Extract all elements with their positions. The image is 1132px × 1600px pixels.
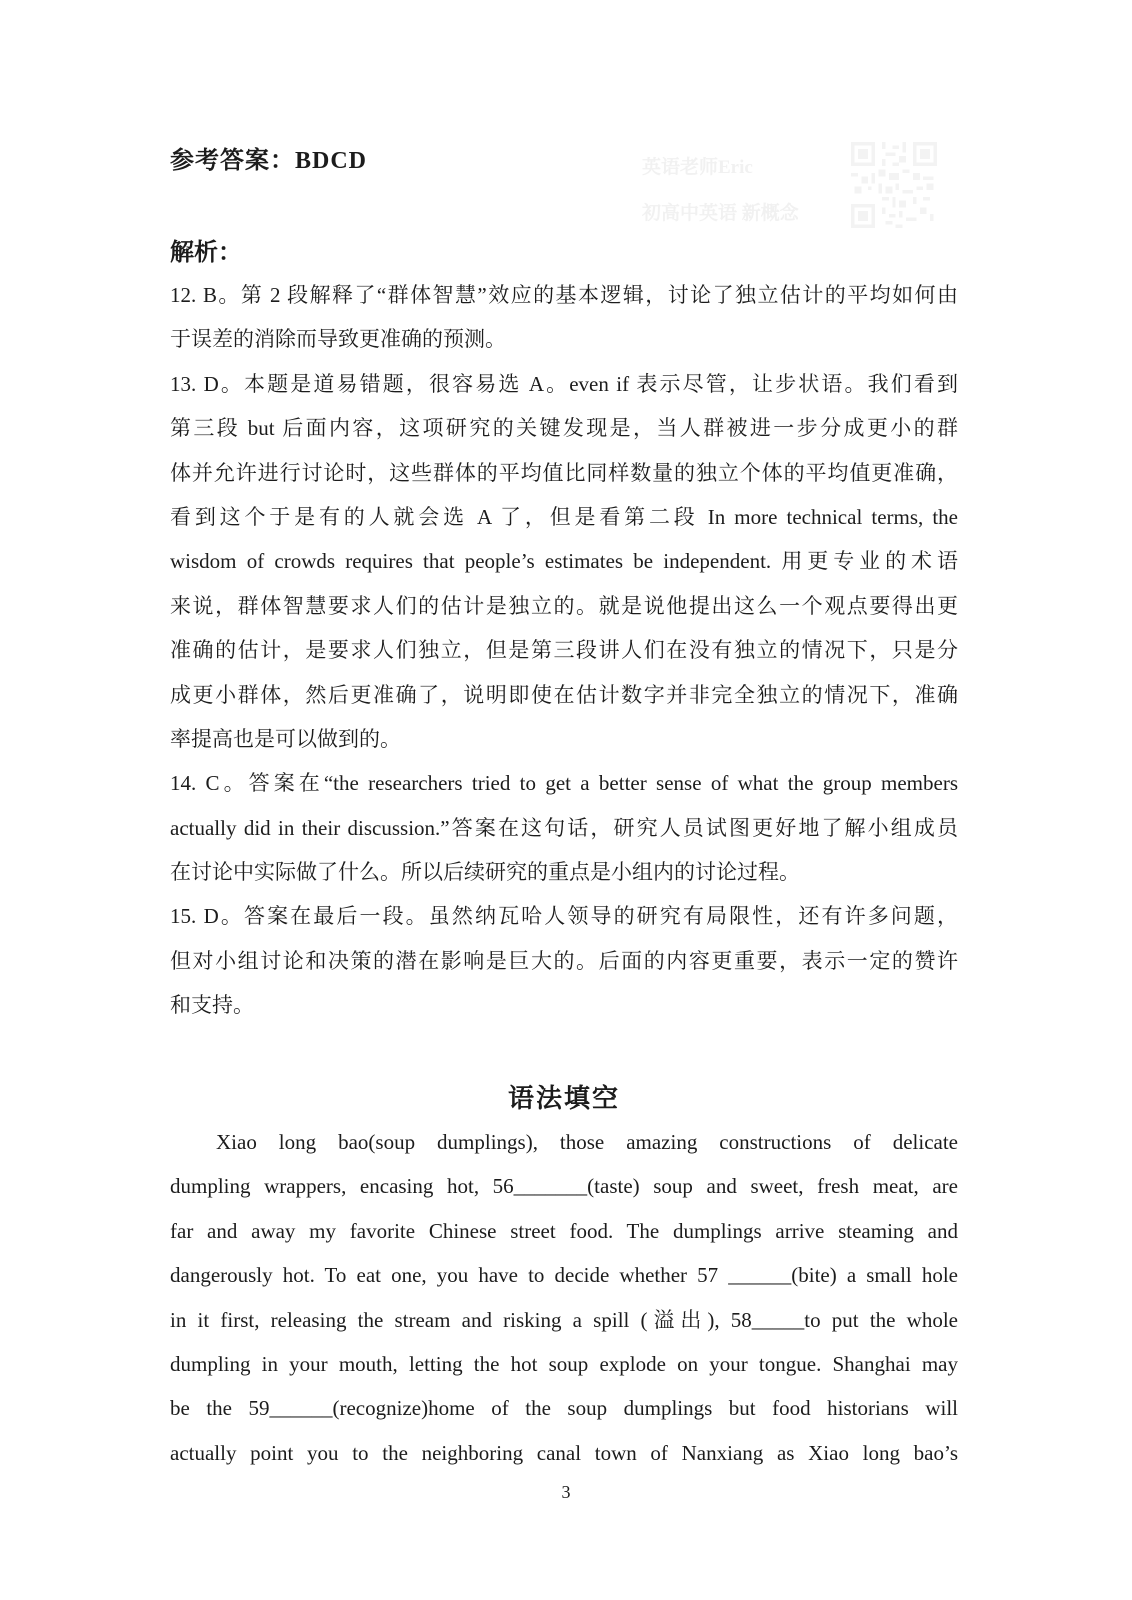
analysis-line: 于误差的消除而导致更准确的预测。: [170, 327, 506, 352]
analysis-line: 在讨论中实际做了什么。所以后续研究的重点是小组内的讨论过程。: [170, 860, 800, 885]
passage-line: Xiao long bao(soup dumplings), those amazing constructions of delicate: [216, 1130, 958, 1154]
analysis-line: 和支持。: [170, 993, 254, 1018]
passage-line: actually point you to the neighboring canal town of Nanxiang as Xiao long bao’s: [170, 1440, 958, 1465]
analysis-section: [170, 273, 958, 1028]
analysis-line: 13. D。本题是道易错题，很容易选 A。even if 表示尽管，让步状语。我们看到: [170, 371, 958, 396]
analysis-line: 15. D。答案在最后一段。虽然纳瓦哈人领导的研究有局限性，还有许多问题，: [170, 904, 958, 929]
passage-line: dumpling in your mouth, letting the hot soup explode on your tongue. Shanghai may: [170, 1351, 958, 1376]
analysis-line: 准确的估计，是要求人们独立，但是第三段讲人们在没有独立的情况下，只是分: [170, 638, 958, 663]
analysis-line: 第三段 but 后面内容，这项研究的关键发现是，当人群被进一步分成更小的群: [170, 416, 958, 441]
passage-line: be the 59______(recognize)home of the soup dumplings but food historians will: [170, 1396, 958, 1421]
page-number: 3: [561, 1482, 571, 1502]
passage-line: in it first, releasing the stream and risking a spill (溢出), 58_____to put the whole: [170, 1307, 958, 1332]
passage-line: dangerously hot. To eat one, you have to decide whether 57 ______(bite) a small hole: [170, 1263, 958, 1288]
analysis-line: 看到这个于是有的人就会选 A 了，但是看第二段 In more technical terms, the: [170, 504, 958, 529]
analysis-line: wisdom of crowds requires that people’s estimates be independent. 用更专业的术语: [170, 549, 958, 574]
analysis-line: 来说，群体智慧要求人们的估计是独立的。就是说他提出这么一个观点要得出更: [170, 593, 958, 618]
analysis-line: 率提高也是可以做到的。: [170, 726, 401, 751]
analysis-line: actually did in their discussion.”答案在这句话，研究人员试图更好地了解小组成员: [170, 815, 958, 840]
grammar-section-heading: 语法填空: [507, 1084, 620, 1113]
analysis-line: 14. C。答案在“the researchers tried to get a better sense of what the group members: [170, 771, 958, 796]
answer-key-line: 参考答案：BDCD: [170, 148, 368, 174]
analysis-line: 成更小群体，然后更准确了，说明即使在估计数字并非完全独立的情况下，准确: [170, 682, 958, 707]
qr-code-icon: [851, 142, 937, 228]
grammar-passage: [170, 1120, 958, 1475]
passage-line: far and away my favorite Chinese street food. The dumplings arrive steaming and: [170, 1218, 958, 1243]
analysis-heading: 解析：: [170, 240, 242, 266]
watermark-text-line1: 英语老师Eric: [642, 157, 753, 178]
passage-line: dumpling wrappers, encasing hot, 56_______(taste) soup and sweet, fresh meat, are: [170, 1174, 958, 1199]
analysis-line: 但对小组讨论和决策的潜在影响是巨大的。后面的内容更重要，表示一定的赞许: [170, 948, 958, 973]
watermark-text-line2: 初高中英语 新概念: [642, 203, 799, 224]
analysis-line: 体并允许进行讨论时，这些群体的平均值比同样数量的独立个体的平均值更准确，: [170, 460, 958, 485]
analysis-line: 12. B。第 2 段解释了“群体智慧”效应的基本逻辑，讨论了独立估计的平均如何由: [170, 283, 958, 307]
